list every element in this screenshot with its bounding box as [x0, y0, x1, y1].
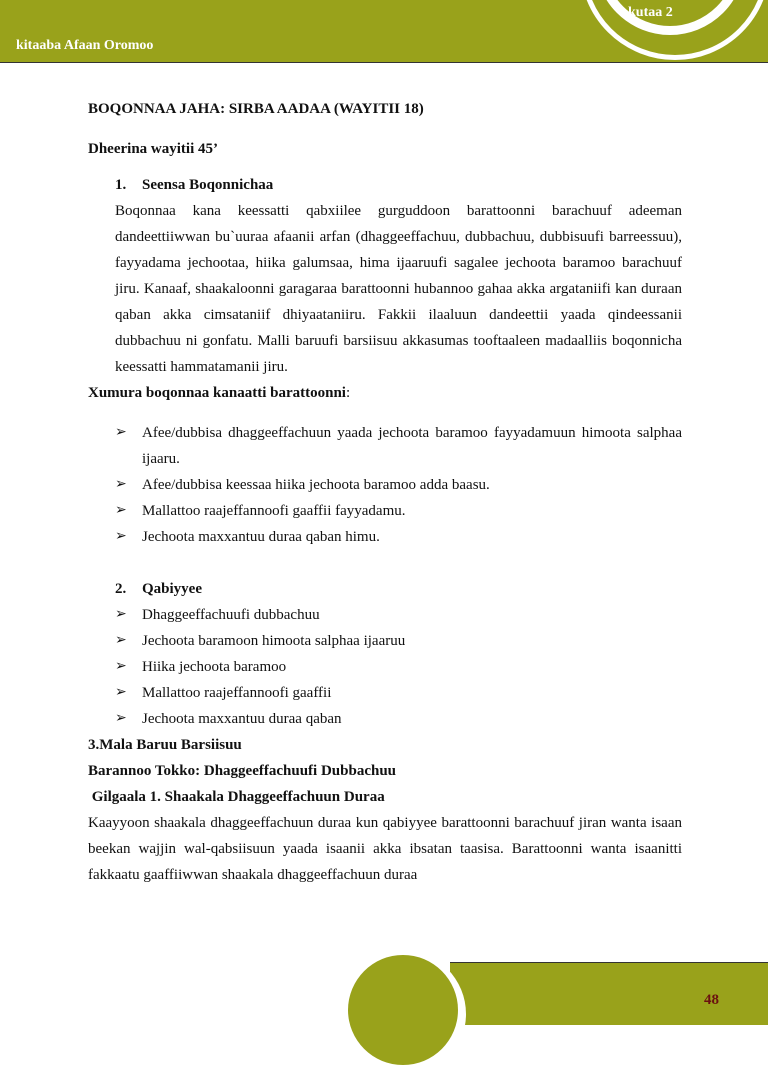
- page-number: 48: [704, 992, 719, 1008]
- section-2-heading: [88, 576, 682, 602]
- header-ring-decoration: [580, 0, 768, 60]
- unit-label: kutaa 2: [628, 5, 673, 20]
- page-content: [88, 96, 682, 888]
- activity-heading: Gilgaala 1. Shaakala Dhaggeeffachuun Duraa: [88, 789, 385, 805]
- arrow-bullet-icon: ➢: [115, 711, 127, 726]
- list-item: ➢ Jechoota maxxantuu duraa qaban: [88, 706, 682, 732]
- section-1-heading: [88, 172, 682, 198]
- section-2-number: 2.: [115, 581, 127, 597]
- outcomes-colon: :: [345, 385, 351, 401]
- outcomes-list: [88, 420, 682, 550]
- list-item: ➢ Jechoota maxxantuu duraa qaban himu.: [88, 524, 682, 550]
- arrow-bullet-icon: ➢: [115, 607, 127, 622]
- section-1-number: 1.: [115, 177, 127, 193]
- lesson-duration: Dheerina wayitii 45’: [88, 141, 218, 157]
- arrow-bullet-icon: ➢: [115, 685, 127, 700]
- arrow-bullet-icon: ➢: [115, 477, 127, 492]
- section-2-title: Qabiyyee: [142, 581, 202, 597]
- section-1-title: Seensa Boqonnichaa: [142, 177, 274, 193]
- lesson-one-heading: Barannoo Tokko: Dhaggeeffachuufi Dubbachuu: [88, 763, 397, 779]
- list-item: ➢ Mallattoo raajeffannoofi gaaffii fayyadamu.: [88, 498, 682, 524]
- list-item: ➢ Afee/dubbisa keessaa hiika jechoota baramoo adda baasu.: [88, 472, 682, 498]
- outcomes-heading: [88, 380, 682, 406]
- book-title: kitaaba Afaan Oromoo: [16, 38, 154, 53]
- arrow-bullet-icon: ➢: [115, 425, 127, 440]
- arrow-bullet-icon: ➢: [115, 503, 127, 518]
- section-3-heading: 3.Mala Baruu Barsiisuu: [88, 737, 242, 753]
- lesson-title: BOQONNAA JAHA: SIRBA AADAA (WAYITII 18): [88, 101, 424, 117]
- list-item: ➢ Dhaggeeffachuufi dubbachuu: [88, 602, 682, 628]
- list-item: ➢ Jechoota baramoon himoota salphaa ijaaruu: [88, 628, 682, 654]
- arrow-bullet-icon: ➢: [115, 659, 127, 674]
- arrow-bullet-icon: ➢: [115, 529, 127, 544]
- footer-circle-decoration: [348, 955, 458, 1065]
- section-1-paragraph: Boqonnaa kana keessatti qabxiilee gurguddoon barattoonni barachuuf adeeman dandeettiiwwan bu`uuraa afaanii arfan (dhaggeeffachuu, dubbachuu, dubbisuufi barreessuu), fayyadama jechootaa, hiika galumsaa, hima ijaaruufi sagalee jechoota baramoo barachuuf jiru. Kanaaf, shaakaloonni garagaraa barattoonni hubannoo gahaa akka argataniifi kan duraan qaban akka cimsataniif dhiyaataniiru. Fakkii ilaaluun dandeettii yaada qindeessanii dubbachuu ni gonfatu. Malli baruufi barsiisuu akkasumas tooftaaleen madaalliis boqonnicha keessatti hammatamanii jiru.: [115, 203, 682, 375]
- content-list: [88, 602, 682, 732]
- arrow-bullet-icon: ➢: [115, 633, 127, 648]
- list-item: ➢ Mallattoo raajeffannoofi gaaffii: [88, 680, 682, 706]
- outcomes-heading-text: Xumura boqonnaa kanaatti barattoonni: [88, 385, 346, 401]
- list-item: ➢ Afee/dubbisa dhaggeeffachuun yaada jechoota baramoo fayyadamuun himoota salphaa ijaaru.: [88, 420, 682, 472]
- list-item: ➢ Hiika jechoota baramoo: [88, 654, 682, 680]
- footer-bar: [450, 962, 768, 1025]
- section-3-paragraph: Kaayyoon shaakala dhaggeeffachuun duraa kun qabiyyee barattoonni barachuuf jiran wanta isaan beekan wajjin wal-qabsiisuun yaada isaanii akka ibsatan taasisa. Barattoonni wanta isaanitti fakkaatu gaaffiiwwan shaakala dhaggeeffachuun duraa: [88, 815, 682, 883]
